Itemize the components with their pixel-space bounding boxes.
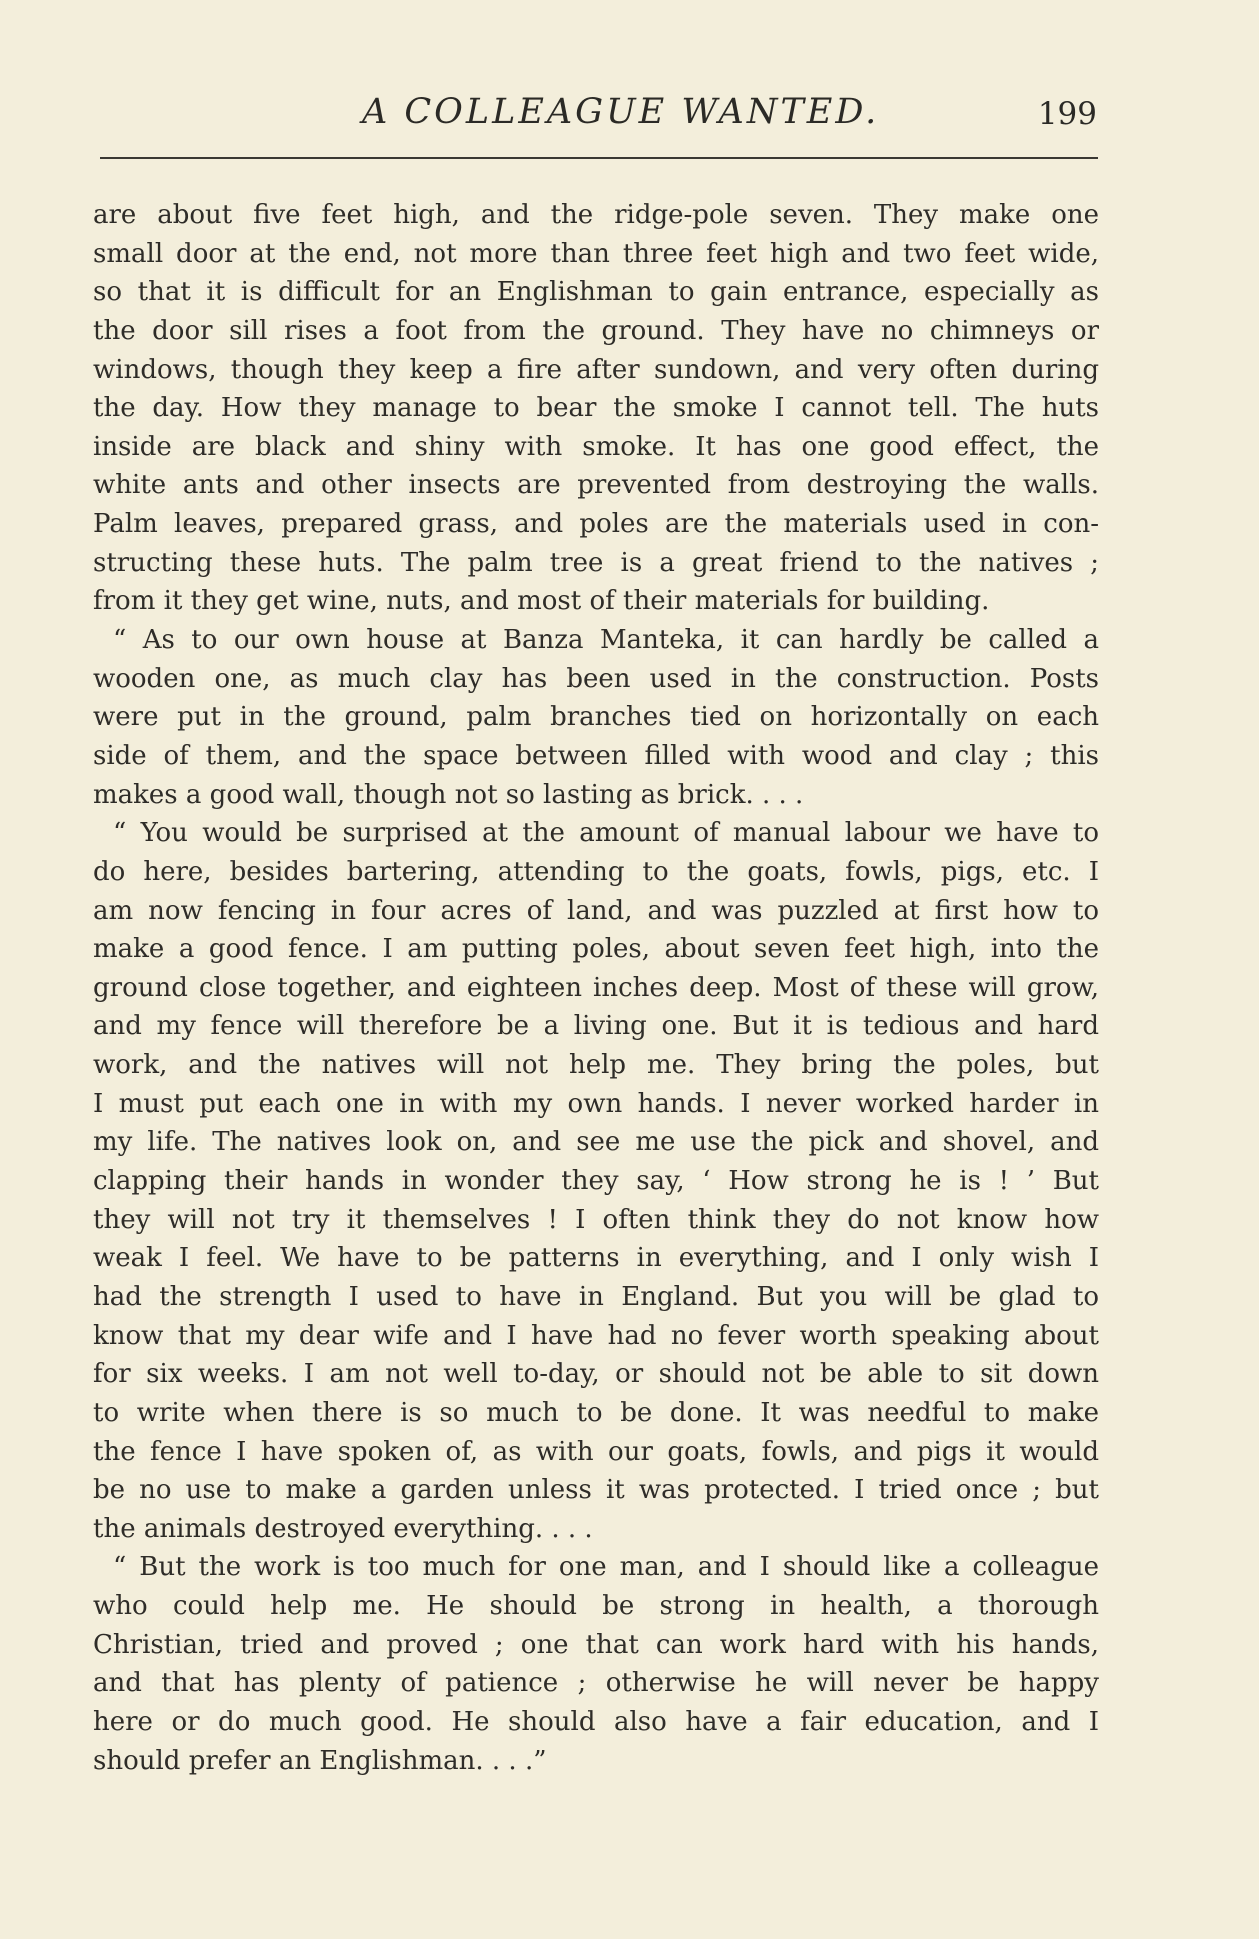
running-title: A COLLEAGUE WANTED. bbox=[362, 92, 880, 132]
text-line: the day. How they manage to bear the smoke I cannot tell. The huts bbox=[93, 393, 1099, 424]
text-line: I must put each one in with my own hands. I never worked harder in bbox=[93, 1088, 1099, 1119]
text-line: and my fence will therefore be a living one. But it is tedious and hard bbox=[93, 1011, 1099, 1042]
text-line: to write when there is so much to be done. It was needful to make bbox=[93, 1397, 1099, 1428]
text-line: Christian, tried and proved ; one that can work hard with his hands, bbox=[93, 1629, 1099, 1660]
text-line: here or do much good. He should also have a fair education, and I bbox=[93, 1706, 1099, 1737]
text-line: am now fencing in four acres of land, and was puzzled at first how to bbox=[93, 895, 1099, 926]
text-line: the fence I have spoken of, as with our goats, fowls, and pigs it would bbox=[93, 1436, 1099, 1467]
text-line: make a good fence. I am putting poles, about seven feet high, into the bbox=[93, 934, 1099, 965]
text-line: inside are black and shiny with smoke. It has one good effect, the bbox=[93, 431, 1099, 462]
text-line: had the strength I used to have in England. But you will be glad to bbox=[93, 1281, 1099, 1312]
text-line: from it they get wine, nuts, and most of their materials for building. bbox=[93, 586, 990, 617]
text-line: “ But the work is too much for one man, and I should like a colleague bbox=[113, 1552, 1099, 1583]
text-line: side of them, and the space between filled with wood and clay ; this bbox=[93, 740, 1099, 771]
text-line: weak I feel. We have to be patterns in everything, and I only wish I bbox=[93, 1243, 1099, 1274]
text-line: work, and the natives will not help me. They bring the poles, but bbox=[93, 1050, 1099, 1081]
text-line: structing these huts. The palm tree is a great friend to the natives ; bbox=[93, 547, 1099, 578]
text-line: for six weeks. I am not well to-day, or should not be able to sit down bbox=[93, 1359, 1099, 1390]
text-line: windows, though they keep a fire after sundown, and very often during bbox=[93, 354, 1099, 385]
text-line: white ants and other insects are prevented from destroying the walls. bbox=[93, 470, 1099, 501]
text-line: do here, besides bartering, attending to the goats, fowls, pigs, etc. I bbox=[93, 856, 1099, 887]
text-line: makes a good wall, though not so lasting as brick. . . . bbox=[93, 779, 804, 810]
text-line: so that it is difficult for an Englishman to gain entrance, especially as bbox=[93, 277, 1099, 308]
body-text bbox=[93, 196, 1099, 1780]
text-line: Palm leaves, prepared grass, and poles are the materials used in con- bbox=[93, 509, 1099, 540]
text-line: “ As to our own house at Banza Manteka, it can hardly be called a bbox=[113, 625, 1099, 656]
text-line: know that my dear wife and I have had no fever worth speaking about bbox=[93, 1320, 1099, 1351]
text-line: be no use to make a garden unless it was protected. I tried once ; but bbox=[93, 1475, 1099, 1506]
text-line: my life. The natives look on, and see me use the pick and shovel, and bbox=[93, 1127, 1099, 1158]
text-line: small door at the end, not more than three feet high and two feet wide, bbox=[93, 238, 1099, 269]
text-line: were put in the ground, palm branches tied on horizontally on each bbox=[93, 702, 1099, 733]
page-number: 199 bbox=[1037, 96, 1097, 132]
header-rule bbox=[100, 157, 1098, 159]
text-line: ground close together, and eighteen inches deep. Most of these will grow, bbox=[93, 972, 1099, 1003]
text-line: they will not try it themselves ! I often think they do not know how bbox=[93, 1204, 1099, 1235]
running-head bbox=[100, 92, 1100, 142]
text-line: are about five feet high, and the ridge-pole seven. They make one bbox=[93, 200, 1099, 230]
text-line: the door sill rises a foot from the ground. They have no chimneys or bbox=[93, 315, 1099, 346]
text-line: should prefer an Englishman. . . .” bbox=[93, 1745, 547, 1776]
text-line: and that has plenty of patience ; otherwise he will never be happy bbox=[93, 1668, 1099, 1699]
text-line: the animals destroyed everything. . . . bbox=[93, 1513, 593, 1544]
text-line: “ You would be surprised at the amount of manual labour we have to bbox=[113, 818, 1099, 849]
text-line: who could help me. He should be strong in health, a thorough bbox=[93, 1591, 1099, 1622]
text-line: clapping their hands in wonder they say, ‘ How strong he is ! ’ But bbox=[93, 1166, 1099, 1197]
text-line: wooden one, as much clay has been used in the construction. Posts bbox=[93, 663, 1099, 694]
